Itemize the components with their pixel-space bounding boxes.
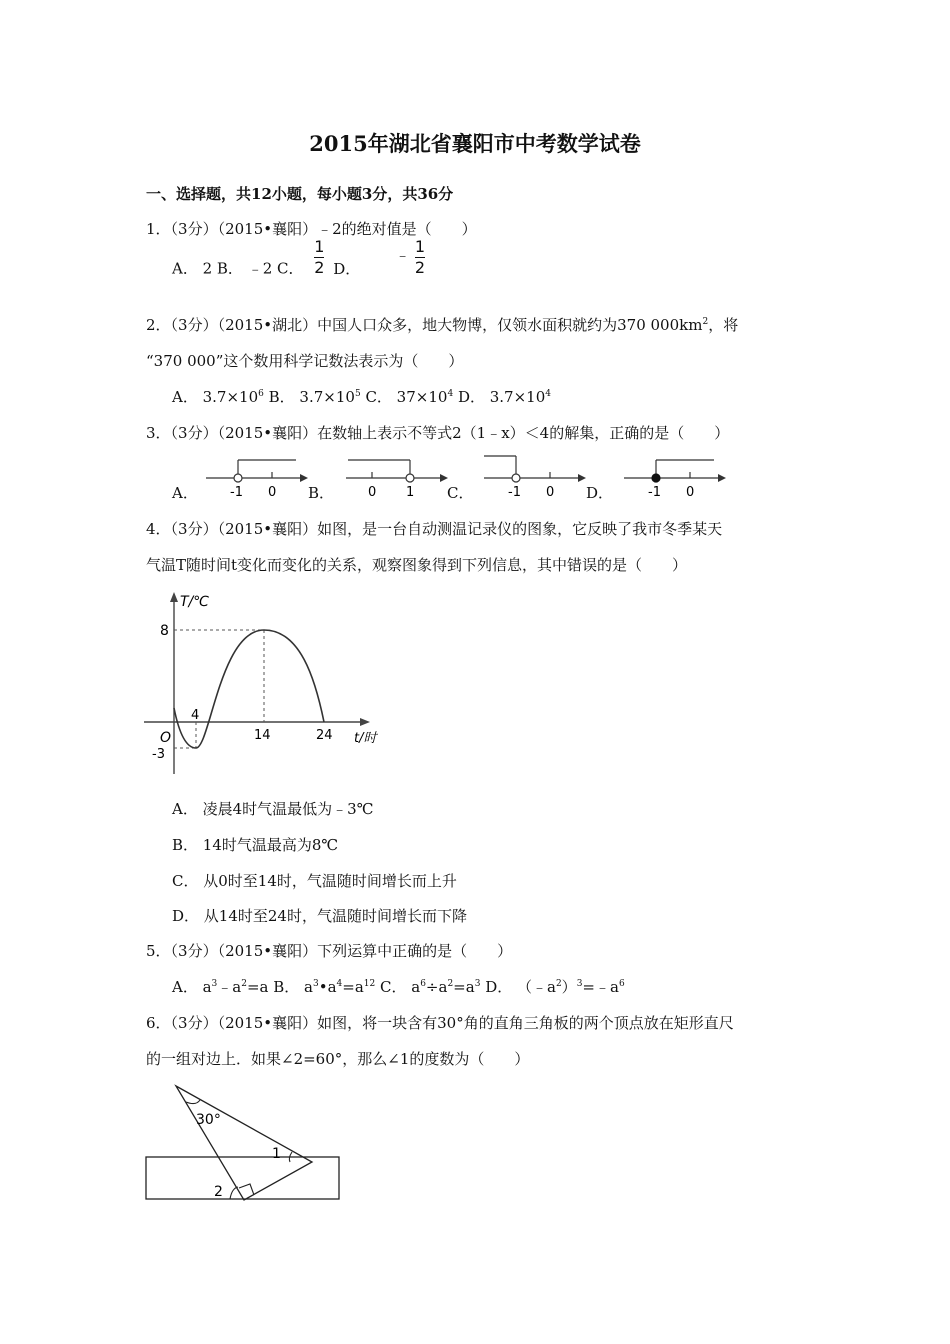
- q5-text: =a: [342, 978, 364, 996]
- q5-exp: 3: [474, 979, 481, 989]
- q1-fraction-c: [314, 238, 324, 277]
- q3-label-a: A．: [172, 484, 198, 502]
- origin-label: O: [160, 730, 172, 746]
- angle-30-arc: [186, 1100, 200, 1104]
- q3-number-line-a: [200, 448, 310, 500]
- angle-2-label: 2: [214, 1184, 223, 1200]
- fraction-numerator: 1: [414, 237, 426, 256]
- question-5-options: [172, 976, 625, 997]
- q5-exp: 12: [363, 979, 376, 989]
- question-3-stem: 3．（3分）（2015•襄阳）在数轴上表示不等式2（1﹣x）＜4的解集，正确的是（ ）: [146, 424, 730, 442]
- q2-option-b-exp: 5: [354, 389, 361, 399]
- tick-label: 0: [686, 485, 695, 500]
- q5-exp: 4: [336, 979, 343, 989]
- question-1-stem: 1．（3分）（2015•襄阳）﹣2的绝对值是（ ）: [146, 220, 477, 238]
- q2-stem-tail: ，将: [708, 316, 739, 334]
- q5-exp: 2: [241, 979, 247, 989]
- q1-options-abc: A． 2 B． ﹣2 C．: [172, 259, 304, 278]
- y-arrow-icon: [170, 592, 178, 602]
- open-point: [406, 474, 414, 482]
- fraction-denominator: 2: [314, 258, 325, 277]
- q3-number-line-c: [478, 448, 588, 500]
- question-5-stem: 5．（3分）（2015•襄阳）下列运算中正确的是（ ）: [146, 942, 513, 960]
- q4-temperature-graph: [140, 588, 400, 780]
- q2-option-c-exp: 4: [447, 389, 454, 399]
- x-tick-4: 4: [191, 708, 200, 723]
- q2-option-d: D． 3.7×10: [453, 388, 546, 406]
- q2-option-c: C． 37×10: [360, 388, 448, 406]
- fraction-numerator: 1: [314, 237, 325, 256]
- arrow-icon: [300, 474, 308, 482]
- q3-label-b: B．: [308, 484, 335, 502]
- q4-option-b: B． 14时气温最高为8℃: [172, 836, 339, 854]
- fraction-denominator: 2: [414, 258, 426, 277]
- x-tick-14: 14: [254, 728, 271, 743]
- section-heading: 一、选择题，共12小题，每小题3分，共36分: [146, 185, 454, 203]
- tick-label: -1: [648, 485, 661, 500]
- q5-text: ﹣a: [217, 978, 242, 996]
- q5-exp: 2: [555, 979, 562, 989]
- tick-label: 0: [546, 485, 555, 500]
- y-tick-8: 8: [160, 623, 169, 639]
- q2-option-b: B． 3.7×10: [263, 388, 355, 406]
- q4-option-a: A． 凌晨4时气温最低为﹣3℃: [172, 800, 374, 818]
- q5-text: =﹣a: [582, 978, 619, 996]
- angle-30-label: 30°: [196, 1112, 221, 1128]
- arrow-icon: [578, 474, 586, 482]
- q5-exp: 3: [576, 979, 583, 989]
- tick-label: 0: [368, 485, 377, 500]
- page-title: 2015年湖北省襄阳市中考数学试卷: [309, 131, 641, 156]
- question-2-options: [172, 386, 551, 407]
- y-axis-label: T/℃: [180, 594, 209, 610]
- q3-label-c: C．: [447, 484, 474, 502]
- x-tick-24: 24: [316, 728, 333, 743]
- question-1-options: [172, 237, 426, 289]
- q5-text: D． （﹣a: [480, 978, 556, 996]
- q2-superscript: 2: [702, 317, 709, 327]
- x-axis-label: t/时: [354, 731, 377, 746]
- q5-text: =a: [453, 978, 475, 996]
- q5-text: =a B． a: [246, 978, 313, 996]
- question-2-line2: “370 000”这个数用科学记数法表示为（ ）: [146, 352, 464, 370]
- q2-option-d-exp: 4: [545, 389, 551, 399]
- tick-label: 1: [406, 485, 415, 500]
- q3-number-line-b: [340, 448, 450, 500]
- q5-exp: 3: [211, 979, 218, 989]
- closed-point: [652, 474, 660, 482]
- q5-text: •a: [318, 978, 337, 996]
- q5-text: A． a: [172, 978, 212, 996]
- q1-option-d-label: D．: [333, 259, 361, 278]
- q3-label-d: D．: [586, 484, 614, 502]
- question-4-stem-line1: 4．（3分）（2015•襄阳）如图，是一台自动测温记录仪的图象，它反映了我市冬季某天: [146, 520, 723, 538]
- tick-label: 0: [268, 485, 277, 500]
- arrow-icon: [440, 474, 448, 482]
- question-2-stem: [146, 314, 738, 335]
- q2-option-a: A． 3.7×10: [172, 388, 259, 406]
- q5-exp: 6: [420, 979, 426, 989]
- q4-option-d: D． 从14时至24时，气温随时间增长而下降: [172, 907, 467, 925]
- x-arrow-icon: [360, 718, 370, 726]
- q5-exp: 2: [447, 979, 454, 989]
- q1-fraction-d: [415, 238, 425, 277]
- question-4-stem-line2: 气温T随时间t变化而变化的关系，观察图象得到下列信息，其中错误的是（ ）: [146, 556, 688, 574]
- q5-text: ÷a: [425, 978, 448, 996]
- y-tick-neg3: -3: [152, 747, 165, 762]
- q3-number-line-d: [618, 448, 728, 500]
- q5-text: C． a: [375, 978, 421, 996]
- q2-stem-text: 2．（3分）（2015•湖北）中国人口众多，地大物博，仅领水面积就约为370 000km: [146, 316, 703, 334]
- q5-exp: 6: [618, 979, 625, 989]
- q4-option-c: C． 从0时至14时，气温随时间增长而上升: [172, 872, 457, 890]
- q2-option-a-exp: 6: [258, 389, 264, 399]
- q1-negative-sign: ﹣: [395, 245, 411, 264]
- arrow-icon: [718, 474, 726, 482]
- right-angle-mark: [239, 1184, 254, 1195]
- open-point: [234, 474, 242, 482]
- open-point: [512, 474, 520, 482]
- question-6-stem-line2: 的一组对边上．如果∠2=60°，那么∠1的度数为（ ）: [146, 1050, 530, 1068]
- question-6-stem-line1: 6．（3分）（2015•襄阳）如图，将一块含有30°角的直角三角板的两个顶点放在矩形直尺: [146, 1014, 734, 1032]
- tick-label: -1: [508, 485, 521, 500]
- q6-triangle-ruler-figure: [140, 1080, 350, 1206]
- tick-label: -1: [230, 485, 243, 500]
- q5-text: ）: [561, 978, 577, 996]
- angle-1-label: 1: [272, 1146, 281, 1162]
- q5-exp: 3: [312, 979, 319, 989]
